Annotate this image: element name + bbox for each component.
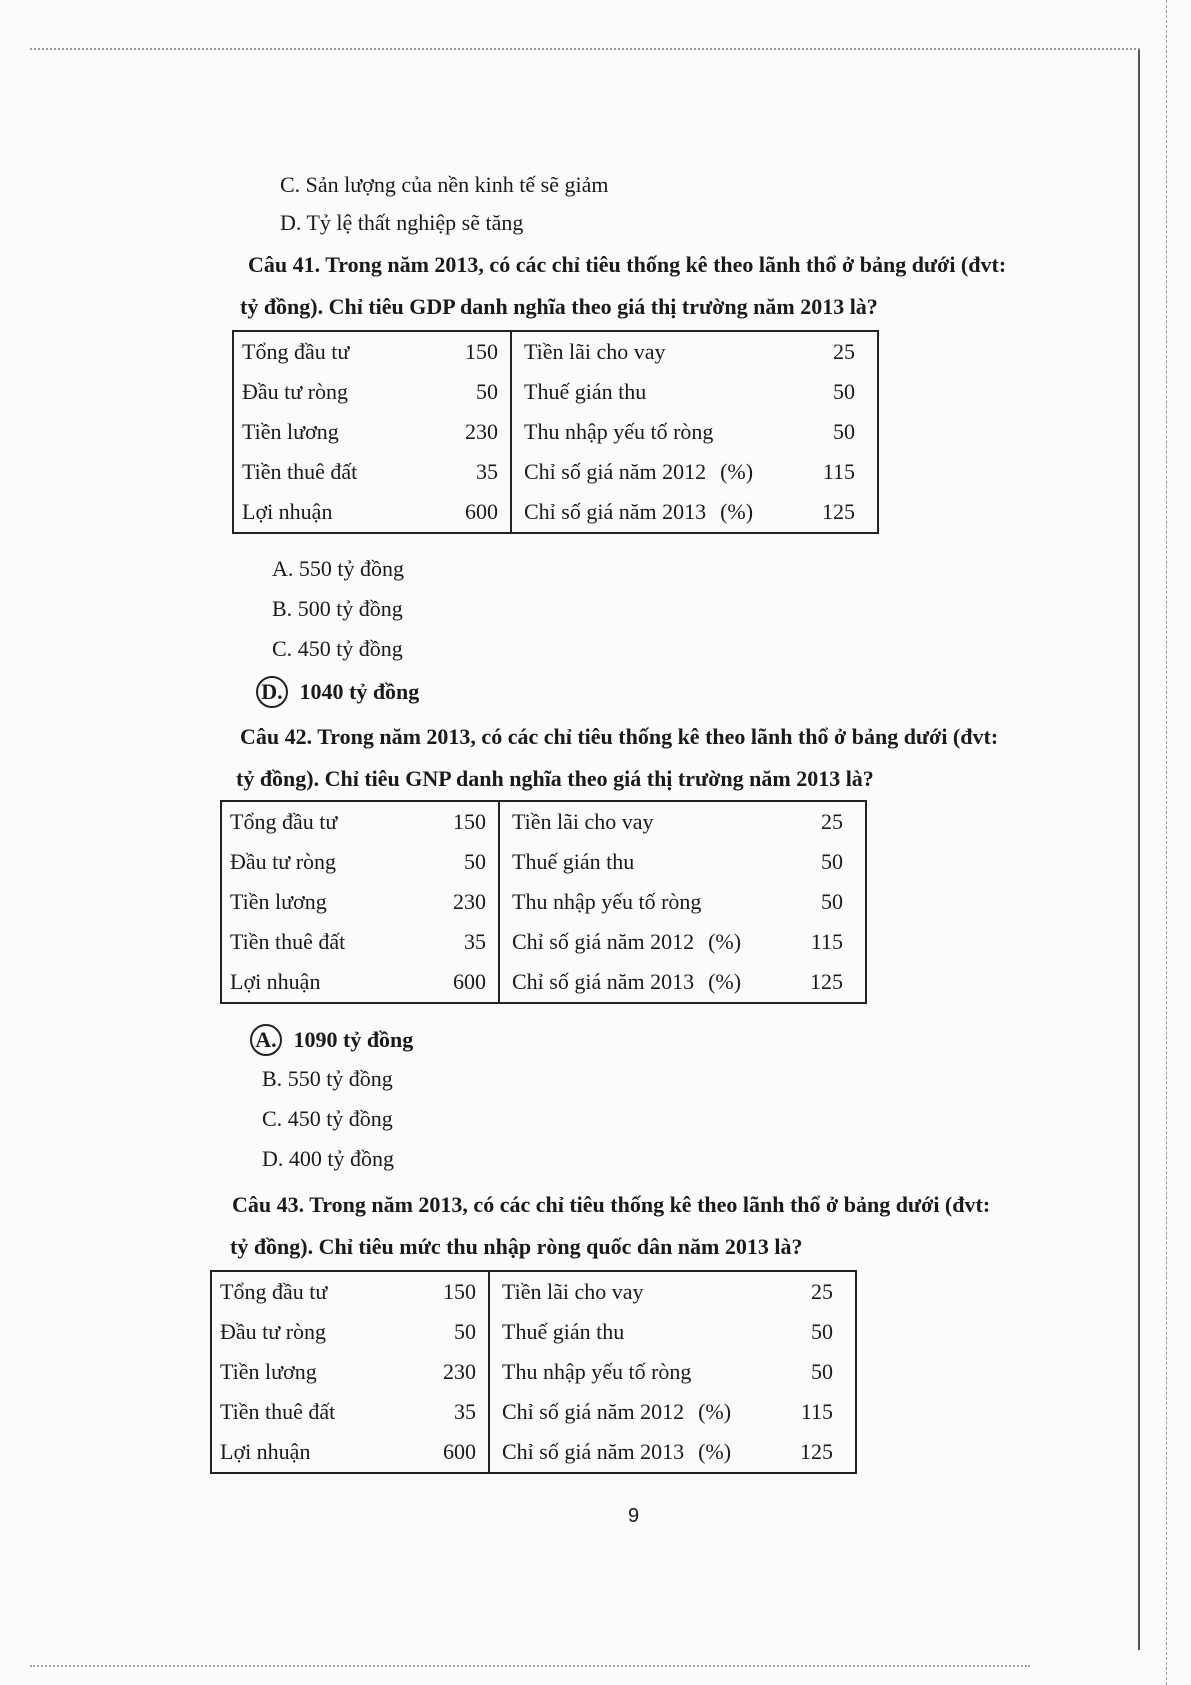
table-row — [233, 452, 878, 492]
table-cell-label — [489, 1312, 770, 1352]
label-text: Chỉ số giá năm 2013 — [502, 1439, 685, 1464]
label-text: Thuế gián thu — [512, 849, 635, 874]
table-cell-label — [499, 962, 780, 1003]
q41-table — [232, 330, 879, 534]
option-text: 1090 tỷ đồng — [293, 1027, 414, 1052]
table-cell-value: 230 — [465, 419, 498, 444]
table-row — [211, 1432, 856, 1473]
table-cell-label: Tổng đầu tư — [220, 1279, 328, 1304]
table-cell-label — [511, 372, 792, 412]
table-cell-label: Lợi nhuận — [230, 969, 321, 994]
label-text: Thuế gián thu — [502, 1319, 625, 1344]
table-cell-label: Đầu tư ròng — [220, 1319, 327, 1344]
option-text: 500 tỷ đồng — [297, 596, 403, 621]
table-row — [233, 331, 878, 372]
label-text: Tiền lãi cho vay — [524, 339, 666, 364]
scan-bottom-border — [30, 1665, 1030, 1667]
label-text: Thu nhập yếu tố ròng — [502, 1359, 692, 1384]
table-cell-label: Lợi nhuận — [242, 499, 333, 524]
table-cell-value: 150 — [453, 809, 486, 834]
table-cell-value: 125 — [822, 499, 855, 524]
label-text: Chỉ số giá năm 2012 — [512, 929, 695, 954]
q42-line2: tỷ đồng). Chỉ tiêu GNP danh nghĩa theo giá thị trường năm 2013 là? — [236, 766, 874, 791]
table-cell-value: 50 — [811, 1319, 833, 1344]
table-cell-value: 50 — [821, 849, 843, 874]
table-cell-value: 115 — [822, 459, 855, 484]
table-cell-value: 50 — [821, 889, 843, 914]
label-text: Chỉ số giá năm 2013 — [524, 499, 707, 524]
unit-text: (%) — [698, 1399, 732, 1424]
q43-table — [210, 1270, 857, 1474]
page-number: 9 — [628, 1505, 640, 1527]
unit-text: (%) — [720, 499, 754, 524]
q43-line1: Câu 43. Trong năm 2013, có các chỉ tiêu thống kê theo lãnh thổ ở bảng dưới (đvt: — [232, 1192, 991, 1217]
table-cell-label — [511, 492, 792, 533]
table-cell-label: Tiền lương — [242, 419, 339, 444]
q41-option-a[interactable] — [272, 556, 404, 582]
option-letter: B. — [262, 1066, 283, 1091]
unit-text: (%) — [708, 969, 742, 994]
label-text: Chỉ số giá năm 2012 — [502, 1399, 685, 1424]
table-cell-value: 230 — [443, 1359, 476, 1384]
table-cell-value: 50 — [833, 379, 855, 404]
prev-option-d: D. Tỷ lệ thất nghiệp sẽ tăng — [280, 210, 524, 235]
table-cell-label: Lợi nhuận — [220, 1439, 311, 1464]
table-cell-label: Tổng đầu tư — [242, 339, 350, 364]
table-cell-label — [489, 1352, 770, 1392]
table-row — [233, 492, 878, 533]
q41-line2: tỷ đồng). Chỉ tiêu GDP danh nghĩa theo giá thị trường năm 2013 là? — [240, 294, 878, 319]
table-cell-value: 25 — [821, 809, 843, 834]
table-cell-label — [499, 801, 780, 842]
q41-option-c[interactable] — [272, 636, 403, 662]
table-row — [233, 412, 878, 452]
table-cell-label: Đầu tư ròng — [230, 849, 337, 874]
q41-line1: Câu 41. Trong năm 2013, có các chỉ tiêu thống kê theo lãnh thổ ở bảng dưới (đvt: — [248, 252, 1007, 277]
table-row — [221, 801, 866, 842]
label-text: Thu nhập yếu tố ròng — [512, 889, 702, 914]
table-cell-value: 25 — [833, 339, 855, 364]
table-cell-label — [499, 922, 780, 962]
table-cell-value: 150 — [465, 339, 498, 364]
table-cell-value: 115 — [810, 929, 843, 954]
table-cell-value: 25 — [811, 1279, 833, 1304]
table-cell-label — [511, 452, 792, 492]
q42-option-d[interactable] — [262, 1146, 394, 1172]
q42-line1: Câu 42. Trong năm 2013, có các chỉ tiêu thống kê theo lãnh thổ ở bảng dưới (đvt: — [240, 724, 999, 749]
table-cell-value: 35 — [454, 1399, 476, 1424]
table-cell-value: 50 — [833, 419, 855, 444]
table-row — [211, 1392, 856, 1432]
option-text: 550 tỷ đồng — [287, 1066, 393, 1091]
table-cell-value: 50 — [454, 1319, 476, 1344]
table-cell-label: Tiền lương — [230, 889, 327, 914]
scan-top-border — [30, 48, 1140, 50]
scan-right-border — [1138, 50, 1140, 1650]
table-cell-label — [499, 842, 780, 882]
table-cell-value: 35 — [476, 459, 498, 484]
option-text: 450 tỷ đồng — [297, 636, 403, 661]
table-cell-label — [489, 1432, 770, 1473]
label-text: Thuế gián thu — [524, 379, 647, 404]
label-text: Chỉ số giá năm 2013 — [512, 969, 695, 994]
table-cell-label: Tiền thuê đất — [242, 459, 358, 484]
selected-answer-circle: D. — [256, 676, 288, 708]
q41-option-b[interactable] — [272, 596, 403, 622]
label-text: Tiền lãi cho vay — [512, 809, 654, 834]
table-row — [221, 922, 866, 962]
table-cell-value: 50 — [811, 1359, 833, 1384]
table-cell-value: 115 — [800, 1399, 833, 1424]
table-cell-label — [511, 412, 792, 452]
option-text: 450 tỷ đồng — [287, 1106, 393, 1131]
table-cell-value: 125 — [810, 969, 843, 994]
q41-option-d[interactable] — [256, 676, 419, 708]
table-cell-value: 35 — [464, 929, 486, 954]
prev-option-c: C. Sản lượng của nền kinh tế sẽ giảm — [280, 172, 609, 197]
table-cell-value: 230 — [453, 889, 486, 914]
option-letter: A. — [272, 556, 294, 581]
q43-line2: tỷ đồng). Chỉ tiêu mức thu nhập ròng quốc dân năm 2013 là? — [230, 1234, 803, 1259]
table-cell-value: 600 — [443, 1439, 476, 1464]
label-text: Thu nhập yếu tố ròng — [524, 419, 714, 444]
unit-text: (%) — [698, 1439, 732, 1464]
table-row — [211, 1312, 856, 1352]
table-cell-value: 50 — [464, 849, 486, 874]
table-cell-value: 125 — [800, 1439, 833, 1464]
option-text: 1040 tỷ đồng — [299, 679, 420, 704]
option-letter: C. — [262, 1106, 283, 1131]
unit-text: (%) — [720, 459, 754, 484]
label-text: Tiền lãi cho vay — [502, 1279, 644, 1304]
q42-option-b[interactable] — [262, 1066, 393, 1092]
table-row — [221, 882, 866, 922]
table-row — [211, 1352, 856, 1392]
table-row — [221, 842, 866, 882]
table-cell-label: Tổng đầu tư — [230, 809, 338, 834]
table-cell-label — [499, 882, 780, 922]
table-cell-label — [511, 331, 792, 372]
table-cell-label: Đầu tư ròng — [242, 379, 349, 404]
q42-option-a[interactable] — [250, 1024, 413, 1056]
table-row — [211, 1271, 856, 1312]
unit-text: (%) — [708, 929, 742, 954]
table-cell-value: 600 — [453, 969, 486, 994]
table-row — [233, 372, 878, 412]
table-cell-label: Tiền thuê đất — [230, 929, 346, 954]
scan-right-edge — [1166, 0, 1167, 1685]
selected-answer-circle: A. — [250, 1024, 282, 1056]
table-row — [221, 962, 866, 1003]
table-cell-value: 150 — [443, 1279, 476, 1304]
q42-option-c[interactable] — [262, 1106, 393, 1132]
table-cell-value: 600 — [465, 499, 498, 524]
table-cell-label: Tiền thuê đất — [220, 1399, 336, 1424]
q42-table — [220, 800, 867, 1004]
option-text: 550 tỷ đồng — [298, 556, 405, 581]
table-cell-label — [489, 1392, 770, 1432]
option-text: 400 tỷ đồng — [288, 1146, 395, 1171]
table-cell-label: Tiền lương — [220, 1359, 317, 1384]
table-cell-value: 50 — [476, 379, 498, 404]
option-letter: B. — [272, 596, 293, 621]
option-letter: D. — [262, 1146, 284, 1171]
label-text: Chỉ số giá năm 2012 — [524, 459, 707, 484]
option-letter: C. — [272, 636, 293, 661]
table-cell-label — [489, 1271, 770, 1312]
